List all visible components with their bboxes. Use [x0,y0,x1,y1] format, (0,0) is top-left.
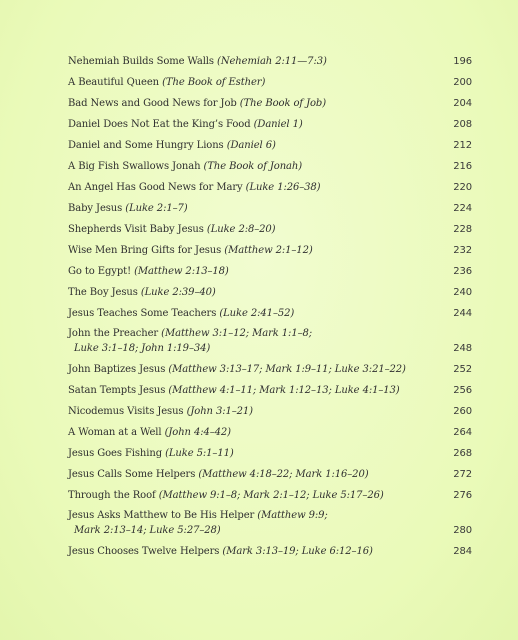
toc-entry-title: An Angel Has Good News for Mary [68,182,243,193]
toc-entry-scripture-ref: (The Book of Esther) [162,77,266,88]
toc-entry [68,284,472,302]
toc-entry-scripture-ref: (John 4:4–42) [164,427,231,438]
toc-entry-title: Nehemiah Builds Some Walls [68,56,214,67]
toc-entry-scripture-ref: (Luke 2:8–20) [206,224,276,235]
toc-entry-scripture-ref: (The Book of Jonah) [203,161,303,172]
toc-entry [68,466,472,484]
toc-entry-scripture-ref: (Matthew 4:1–11; Mark 1:12–13; Luke 4:1–13) [168,385,400,396]
toc-entry-text [68,116,448,134]
toc-entry-page-number: 200 [453,77,472,88]
toc-entry-scripture-ref: (Luke 2:1–7) [125,203,188,214]
toc-entry-text [68,74,448,92]
toc-entry-text [68,137,448,155]
toc-entry-scripture-ref: (Mark 3:13–19; Luke 6:12–16) [222,546,373,557]
toc-entry-text [68,382,448,400]
toc-entry-title: Go to Egypt! [68,266,131,277]
toc-entry [68,74,472,92]
toc-entry-text [68,221,448,239]
toc-entry [68,445,472,463]
toc-entry [68,179,472,197]
toc-entry [68,305,472,323]
toc-entry-page-number: 244 [453,308,472,319]
toc-entry-text [68,263,448,281]
toc-entry-scripture-ref: (Matthew 4:18–22; Mark 1:16–20) [198,469,369,480]
toc-entry-title: Daniel Does Not Eat the King’s Food [68,119,251,130]
toc-entry-scripture-ref: (Luke 5:1–11) [165,448,234,459]
toc-entry-page-number: 284 [453,546,472,557]
toc-entry-scripture-ref: (Nehemiah 2:11—7:3) [217,56,327,67]
toc-entry-text [68,361,448,379]
toc-entry-page-number: 224 [453,203,472,214]
toc-entry-page-number: 280 [453,525,472,536]
toc-entry-page-number: 264 [453,427,472,438]
toc-entry-page-number: 272 [453,469,472,480]
toc-entry-scripture-ref: (The Book of Job) [239,98,327,109]
toc-entry-text [68,543,448,561]
toc-entry-title: Satan Tempts Jesus [68,385,166,396]
toc-entry-scripture-ref: (Matthew 9:1–8; Mark 2:1–12; Luke 5:17–26) [158,490,384,501]
table-of-contents [68,53,472,564]
toc-entry-page-number: 232 [453,245,472,256]
toc-entry-text [68,487,448,505]
toc-entry-title: Nicodemus Visits Jesus [68,406,184,417]
toc-entry-text [68,179,448,197]
toc-entry [68,137,472,155]
toc-entry-scripture-ref: (Luke 2:39–40) [140,287,216,298]
toc-entry-page-number: 212 [453,140,472,151]
toc-entry-page-number: 228 [453,224,472,235]
toc-entry-page-number: 204 [453,98,472,109]
toc-entry-scripture-ref: (Matthew 3:1–12; Mark 1:1–8; [161,328,313,339]
toc-entry-title: A Woman at a Well [68,427,162,438]
toc-entry-title: The Boy Jesus [68,287,138,298]
toc-entry-page-number: 276 [453,490,472,501]
toc-entry-page-number: 252 [453,364,472,375]
toc-entry-text [68,466,448,484]
toc-entry-title: Jesus Teaches Some Teachers [68,308,217,319]
toc-entry [68,116,472,134]
toc-entry [68,403,472,421]
toc-entry [68,424,472,442]
toc-entry-text [68,53,448,71]
toc-entry-text [68,95,448,113]
toc-entry-title: Daniel and Some Hungry Lions [68,140,224,151]
toc-entry-text [68,326,448,356]
toc-entry [68,53,472,71]
toc-entry-page-number: 268 [453,448,472,459]
toc-entry-scripture-ref-continued: Mark 2:13–14; Luke 5:27–28) [74,525,221,536]
toc-entry-scripture-ref: (Matthew 3:13–17; Mark 1:9–11; Luke 3:21–22) [168,364,406,375]
toc-entry-scripture-ref: (Matthew 9:9; [257,510,328,521]
toc-entry [68,242,472,260]
toc-entry-page-number: 248 [453,343,472,354]
toc-entry-title: Jesus Asks Matthew to Be His Helper [68,510,255,521]
toc-entry-scripture-ref: (Matthew 2:13–18) [134,266,229,277]
toc-entry [68,95,472,113]
toc-entry-scripture-ref: (Luke 1:26–38) [245,182,321,193]
toc-entry-page-number: 240 [453,287,472,298]
toc-entry-title: John Baptizes Jesus [68,364,166,375]
toc-entry-page-number: 236 [453,266,472,277]
toc-entry-title: A Big Fish Swallows Jonah [68,161,201,172]
toc-entry [68,543,472,561]
toc-entry-page-number: 260 [453,406,472,417]
toc-entry-text [68,200,448,218]
toc-entry-text [68,445,448,463]
toc-entry-text [68,403,448,421]
toc-entry-page-number: 256 [453,385,472,396]
toc-entry-page-number: 216 [453,161,472,172]
toc-entry-title: Shepherds Visit Baby Jesus [68,224,204,235]
toc-entry-page-number: 196 [453,56,472,67]
toc-entry [68,361,472,379]
toc-entry-scripture-ref-continued: Luke 3:1–18; John 1:19–34) [74,343,211,354]
toc-entry-title: Baby Jesus [68,203,123,214]
toc-entry-text [68,158,448,176]
toc-entry-text [68,305,448,323]
toc-entry [68,200,472,218]
toc-entry-scripture-ref: (Matthew 2:1–12) [224,245,313,256]
toc-entry-title: Jesus Calls Some Helpers [68,469,196,480]
toc-entry-page-number: 208 [453,119,472,130]
toc-entry-title: John the Preacher [68,328,159,339]
toc-entry [68,326,472,356]
toc-entry [68,508,472,538]
toc-entry-scripture-ref: (Daniel 1) [253,119,303,130]
toc-entry [68,263,472,281]
toc-entry-page-number: 220 [453,182,472,193]
toc-entry-text [68,424,448,442]
toc-entry-title: Jesus Chooses Twelve Helpers [68,546,220,557]
toc-entry-title: A Beautiful Queen [68,77,160,88]
toc-entry-text [68,508,448,538]
toc-entry-scripture-ref: (Daniel 6) [226,140,276,151]
toc-entry-scripture-ref: (John 3:1–21) [186,406,253,417]
toc-entry-text [68,242,448,260]
toc-entry-title: Bad News and Good News for Job [68,98,237,109]
toc-entry-text [68,284,448,302]
toc-entry [68,221,472,239]
toc-entry-title: Jesus Goes Fishing [68,448,162,459]
toc-entry [68,158,472,176]
toc-entry [68,487,472,505]
toc-entry [68,382,472,400]
toc-entry-title: Wise Men Bring Gifts for Jesus [68,245,222,256]
toc-entry-title: Through the Roof [68,490,156,501]
toc-entry-scripture-ref: (Luke 2:41–52) [219,308,295,319]
